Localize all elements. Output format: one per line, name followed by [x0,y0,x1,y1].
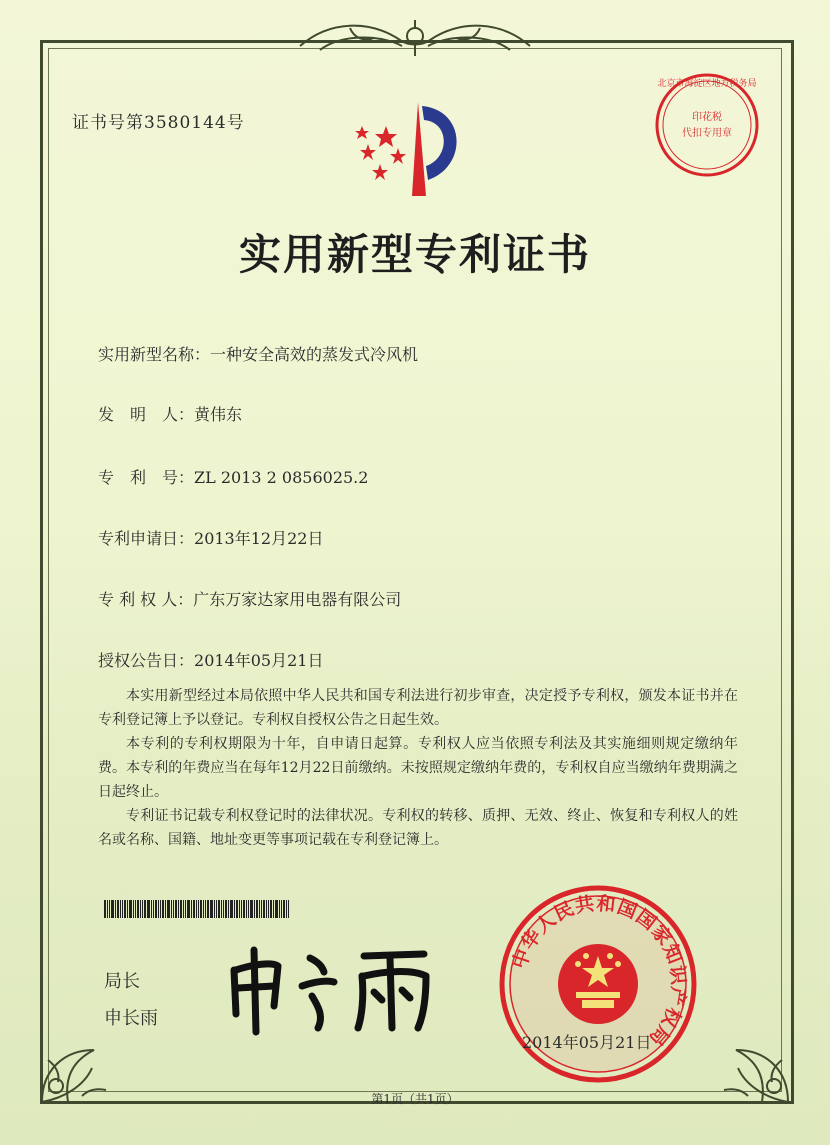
barcode-bar [275,900,278,918]
barcode-bar [180,900,182,918]
barcode-bar [171,900,172,918]
barcode-bar [117,900,119,918]
barcode-bar [144,900,146,918]
barcode-bar [147,900,150,918]
barcode-bar [218,900,220,918]
barcode-bar [210,900,213,918]
barcode-bar [268,900,269,918]
barcode-bar [263,900,265,918]
barcode-bar [191,900,192,918]
barcode-bar [236,900,238,918]
barcode-bar [214,900,215,918]
handwritten-signature [214,936,444,1036]
tax-seal-line-3: 代扣专用章 [682,128,732,139]
field-value: 2014年05月21日 [194,651,324,670]
barcode [104,900,318,918]
seal-date: 2014年05月21日 [522,1033,652,1052]
barcode-bar [248,900,249,918]
barcode-bar [122,900,123,918]
barcode-bar [203,900,204,918]
certificate-title: 实用新型专利证书 [238,230,591,279]
barcode-bar [129,900,132,918]
field-patent-number [98,465,368,488]
tax-seal-line-2: 印花税 [692,112,722,123]
barcode-bar [178,900,179,918]
barcode-bar [243,900,245,918]
barcode-bar [256,900,258,918]
barcode-bar [286,900,287,918]
barcode-bar [223,900,224,918]
barcode-bar [228,900,229,918]
barcode-bar [230,900,233,918]
field-value: 2013年12月22日 [194,529,324,548]
field-label: 专利申请日： [98,529,195,548]
barcode-bar [111,900,114,918]
tax-seal [652,70,762,180]
field-label: 专 利 权 人： [98,590,194,609]
barcode-bar [200,900,202,918]
field-grant-date [98,648,323,671]
barcode-bar [104,900,106,918]
field-application-date [98,526,323,549]
barcode-bar [273,900,274,918]
barcode-bar [142,900,143,918]
barcode-bar [196,900,197,918]
director-name: 申长雨 [104,1008,158,1029]
barcode-bar [259,900,260,918]
barcode-bar [270,900,272,918]
field-utility-model-name [98,342,418,365]
body-paragraph: 本专利的专利权期限为十年，自申请日起算。专利权人应当依照专利法及其实施细则规定缴纳年费。本专利的年费应当在每年12月22日前缴纳。未按照规定缴纳年费的，专利权自应当缴纳年费期满之日起终止。 [98,736,738,800]
barcode-bar [281,900,282,918]
barcode-bar [167,900,170,918]
tax-seal-line-1: 北京市海淀区地方税务局 [657,79,757,89]
barcode-bar [133,900,134,918]
barcode-bar [107,900,108,918]
barcode-bar [109,900,110,918]
field-patentee [98,587,401,610]
barcode-bar [254,900,255,918]
barcode-bar [185,900,186,918]
field-label: 发 明 人： [98,405,195,424]
barcode-bar [234,900,235,918]
barcode-bar [135,900,136,918]
barcode-bar [158,900,159,918]
field-inventor [98,402,242,425]
barcode-bar [283,900,285,918]
page-footer: 第1页（共1页） [371,1092,459,1106]
barcode-bar [160,900,161,918]
barcode-bar [140,900,141,918]
office-seal [498,884,698,1084]
barcode-bar [127,900,128,918]
barcode-bar [115,900,116,918]
barcode-bar [205,900,206,918]
barcode-bar [187,900,190,918]
field-value: 广东万家达家用电器有限公司 [193,590,402,609]
director-title: 局长 [104,971,140,992]
barcode-bar [198,900,199,918]
body-paragraph: 本实用新型经过本局依照中华人民共和国专利法进行初步审查，决定授予专利权，颁发本证书并在专利登记簿上予以登记。专利权自授权公告之日起生效。 [98,688,738,728]
barcode-bar [155,900,157,918]
top-ornament [290,16,540,62]
barcode-bar [261,900,262,918]
certificate-body [98,684,738,852]
patent-office-logo-icon [346,96,466,204]
barcode-bar [266,900,267,918]
barcode-bar [165,900,166,918]
barcode-bar [120,900,121,918]
barcode-bar [288,900,289,918]
barcode-bar [225,900,227,918]
barcode-bar [221,900,222,918]
certificate-number: 证书号第3580144号 [72,113,245,133]
barcode-bar [250,900,253,918]
barcode-bar [173,900,174,918]
barcode-bar [207,900,209,918]
field-value: ZL 2013 2 0856025.2 [194,468,369,487]
barcode-bar [153,900,154,918]
barcode-bar [241,900,242,918]
field-label: 授权公告日： [98,651,195,670]
field-value: 黄伟东 [194,405,243,424]
barcode-bar [216,900,217,918]
seal-arc-text: 中华人民共和国国家知识产权局 [508,892,690,1051]
barcode-bar [183,900,184,918]
barcode-bar [175,900,177,918]
barcode-bar [137,900,139,918]
barcode-bar [279,900,280,918]
barcode-bar [246,900,247,918]
field-label: 专 利 号： [98,468,195,487]
barcode-bar [124,900,126,918]
field-value: 一种安全高效的蒸发式冷风机 [210,345,419,364]
body-paragraph: 专利证书记载专利权登记时的法律状况。专利权的转移、质押、无效、终止、恢复和专利权人的姓名或名称、国籍、地址变更等事项记载在专利登记簿上。 [98,808,738,848]
barcode-bar [193,900,195,918]
barcode-bar [239,900,240,918]
field-label: 实用新型名称： [98,345,211,364]
barcode-bar [162,900,164,918]
barcode-bar [151,900,152,918]
